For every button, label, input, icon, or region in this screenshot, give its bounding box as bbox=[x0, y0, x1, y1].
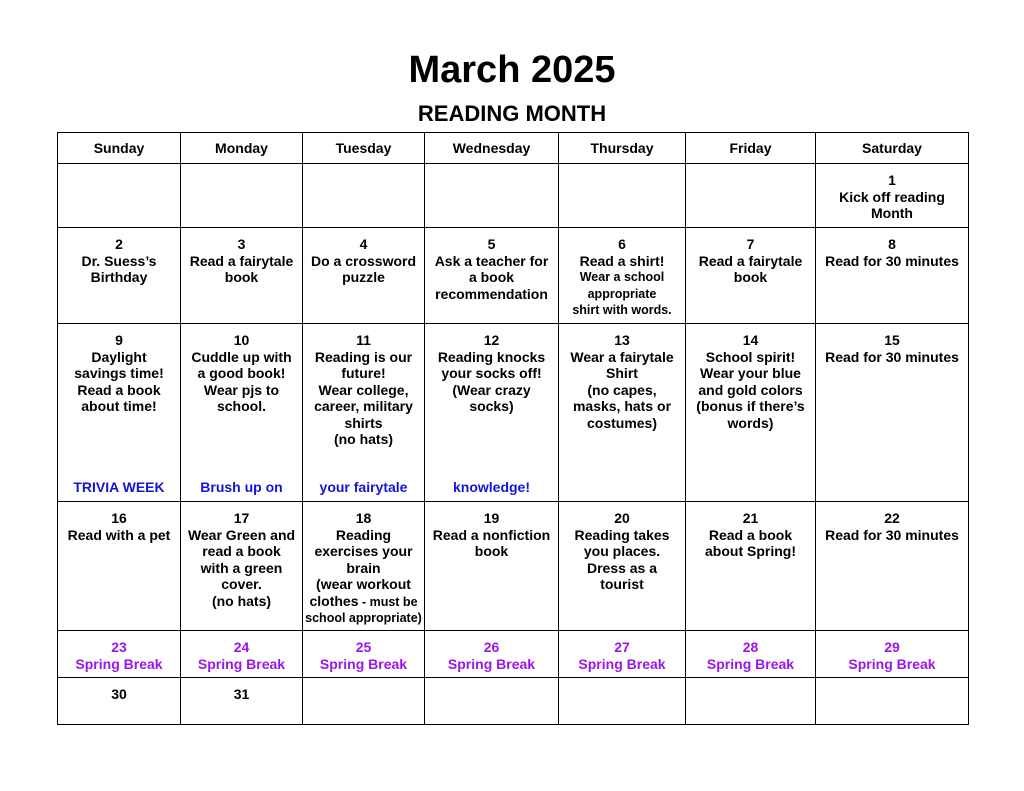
day-cell-27 bbox=[559, 631, 686, 678]
page-title: March 2025 bbox=[408, 49, 616, 91]
day-note-small: Wear a school bbox=[579, 270, 665, 284]
day-number: 20 bbox=[614, 510, 630, 526]
day-note: (bonus if there’s bbox=[696, 398, 805, 414]
day-cell-21 bbox=[686, 502, 816, 631]
day-cell-18 bbox=[303, 502, 425, 631]
day-note: brain bbox=[346, 559, 381, 576]
day-number: 4 bbox=[359, 236, 368, 252]
day-number: 14 bbox=[742, 332, 759, 348]
day-number: 9 bbox=[115, 332, 123, 348]
day-note: tourist bbox=[600, 576, 644, 592]
spring-break-label: Spring Break bbox=[706, 655, 795, 672]
day-cell-empty bbox=[686, 678, 816, 725]
day-note: career, military bbox=[314, 398, 413, 414]
day-note-text: clothes bbox=[309, 592, 359, 609]
day-cell-empty bbox=[559, 164, 686, 228]
day-number: 27 bbox=[614, 639, 630, 655]
day-cell-31 bbox=[181, 678, 303, 725]
day-note: book bbox=[224, 269, 259, 285]
day-cell-13 bbox=[559, 324, 686, 502]
day-note: Read a nonfiction bbox=[432, 526, 551, 543]
day-note: Read for 30 minutes bbox=[825, 252, 959, 269]
day-cell-empty bbox=[816, 678, 969, 725]
day-note: Ask a teacher for bbox=[434, 252, 549, 269]
day-note: a book bbox=[468, 269, 515, 285]
day-cell-23 bbox=[58, 631, 181, 678]
day-note: Read a shirt! bbox=[579, 252, 665, 269]
day-number: 8 bbox=[888, 236, 896, 252]
day-cell-empty bbox=[181, 164, 303, 228]
week-row-2 bbox=[58, 228, 969, 324]
day-note: Reading bbox=[335, 526, 392, 543]
day-cell-12 bbox=[425, 324, 559, 502]
day-number: 3 bbox=[237, 236, 246, 252]
day-number: 29 bbox=[884, 639, 900, 655]
day-note: Wear Green and bbox=[187, 526, 296, 543]
day-note: savings time! bbox=[74, 365, 164, 381]
day-cell-24 bbox=[181, 631, 303, 678]
day-note: you places. bbox=[583, 543, 661, 559]
day-cell-3 bbox=[181, 228, 303, 324]
trivia-week-banner: Brush up on bbox=[200, 478, 283, 495]
day-note: Read with a pet bbox=[67, 526, 171, 543]
day-note: school. bbox=[216, 398, 266, 414]
day-note-small: - must be bbox=[358, 594, 418, 609]
day-number: 17 bbox=[233, 510, 250, 526]
day-number: 1 bbox=[888, 172, 896, 188]
day-cell-30 bbox=[58, 678, 181, 725]
day-number: 6 bbox=[618, 236, 626, 252]
day-note: your socks off! bbox=[441, 365, 542, 381]
day-note: Kick off reading bbox=[839, 188, 945, 205]
day-cell-2 bbox=[58, 228, 181, 324]
day-note: puzzle bbox=[342, 269, 385, 285]
day-cell-19 bbox=[425, 502, 559, 631]
spring-break-label: Spring Break bbox=[848, 655, 936, 672]
spring-break-label: Spring Break bbox=[197, 655, 286, 672]
day-note: Read a book bbox=[77, 381, 161, 398]
day-note: Dress as a bbox=[586, 559, 658, 576]
weekday-saturday: Saturday bbox=[816, 133, 969, 164]
day-cell-6 bbox=[559, 228, 686, 324]
trivia-week-banner: TRIVIA WEEK bbox=[73, 478, 165, 495]
day-note: Dr. Suess’s bbox=[81, 252, 157, 269]
day-note bbox=[305, 593, 422, 611]
day-cell-empty bbox=[303, 164, 425, 228]
spring-break-label: Spring Break bbox=[447, 655, 536, 672]
day-cell-8 bbox=[816, 228, 969, 324]
day-cell-28 bbox=[686, 631, 816, 678]
day-note: School spirit! bbox=[705, 348, 796, 365]
day-cell-22 bbox=[816, 502, 969, 631]
day-note: Wear a fairytale bbox=[570, 348, 674, 365]
day-note: (no hats) bbox=[333, 431, 394, 447]
day-cell-11 bbox=[303, 324, 425, 502]
day-number: 7 bbox=[746, 236, 755, 252]
day-number: 25 bbox=[355, 639, 372, 655]
day-note: Read a fairytale bbox=[698, 252, 803, 269]
day-note: (no hats) bbox=[211, 592, 272, 609]
day-cell-15 bbox=[816, 324, 969, 502]
day-cell-26 bbox=[425, 631, 559, 678]
day-note: (no capes, bbox=[587, 381, 657, 398]
day-note: with a green bbox=[200, 559, 283, 576]
spring-break-label: Spring Break bbox=[319, 655, 408, 672]
day-note: future! bbox=[341, 365, 386, 381]
week-row-6 bbox=[58, 678, 969, 725]
day-note-small: appropriate bbox=[587, 286, 657, 301]
day-cell-empty bbox=[686, 164, 816, 228]
day-cell-empty bbox=[303, 678, 425, 725]
day-note: recommendation bbox=[435, 285, 548, 302]
day-note: Shirt bbox=[606, 365, 638, 381]
day-number: 16 bbox=[111, 510, 127, 526]
trivia-week-banner: knowledge! bbox=[452, 478, 530, 495]
day-note-small: shirt with words. bbox=[572, 303, 672, 317]
day-cell-17 bbox=[181, 502, 303, 631]
day-note: book bbox=[474, 543, 509, 559]
weekday-wednesday: Wednesday bbox=[425, 133, 559, 164]
day-cell-29 bbox=[816, 631, 969, 678]
weekday-thursday: Thursday bbox=[559, 133, 686, 164]
weekday-monday: Monday bbox=[181, 133, 303, 164]
day-note: Reading is our bbox=[314, 348, 413, 365]
day-cell-16 bbox=[58, 502, 181, 631]
day-note: and gold colors bbox=[698, 381, 803, 398]
day-number: 15 bbox=[884, 332, 900, 348]
day-cell-empty bbox=[58, 164, 181, 228]
day-note: Read for 30 minutes bbox=[825, 348, 959, 365]
day-cell-9 bbox=[58, 324, 181, 502]
weekday-friday: Friday bbox=[686, 133, 816, 164]
day-number: 28 bbox=[742, 639, 759, 655]
day-cell-empty bbox=[559, 678, 686, 725]
day-cell-10 bbox=[181, 324, 303, 502]
weekday-sunday: Sunday bbox=[58, 133, 181, 164]
day-note: masks, hats or bbox=[572, 398, 672, 414]
day-cell-4 bbox=[303, 228, 425, 324]
day-note: costumes) bbox=[586, 414, 658, 431]
day-number: 31 bbox=[233, 686, 250, 702]
day-note: about time! bbox=[81, 398, 157, 414]
spring-break-label: Spring Break bbox=[578, 655, 666, 672]
day-note: Wear your blue bbox=[700, 365, 801, 381]
day-note: cover. bbox=[221, 576, 262, 592]
day-note: socks) bbox=[469, 398, 514, 414]
day-number: 2 bbox=[115, 236, 123, 252]
day-cell-25 bbox=[303, 631, 425, 678]
week-row-4 bbox=[58, 502, 969, 631]
day-note: Daylight bbox=[91, 348, 147, 365]
day-number: 26 bbox=[483, 639, 500, 655]
day-note: about Spring! bbox=[705, 543, 796, 559]
day-number: 5 bbox=[487, 236, 496, 252]
day-note: a good book! bbox=[197, 365, 286, 381]
day-number: 23 bbox=[111, 639, 127, 655]
day-note: words) bbox=[727, 414, 774, 431]
day-note: Wear college, bbox=[318, 381, 409, 398]
day-number: 11 bbox=[356, 332, 371, 348]
day-note: Month bbox=[871, 205, 913, 221]
day-note: book bbox=[733, 269, 768, 285]
week-row-1 bbox=[58, 164, 969, 228]
week-row-5 bbox=[58, 631, 969, 678]
day-number: 30 bbox=[111, 686, 127, 702]
spring-break-label: Spring Break bbox=[75, 655, 163, 672]
day-cell-empty bbox=[425, 164, 559, 228]
day-number: 13 bbox=[614, 332, 630, 348]
day-note: shirts bbox=[344, 414, 383, 431]
day-note: Birthday bbox=[90, 269, 148, 285]
day-note: (wear workout bbox=[316, 576, 411, 592]
day-note: Read a book bbox=[708, 526, 793, 543]
day-note: Reading takes bbox=[574, 526, 670, 543]
weekday-header-row bbox=[58, 133, 969, 164]
day-note: (Wear crazy bbox=[452, 381, 531, 398]
day-cell-14 bbox=[686, 324, 816, 502]
day-cell-5 bbox=[425, 228, 559, 324]
day-note-small: school appropriate) bbox=[305, 611, 422, 625]
day-number: 19 bbox=[483, 510, 500, 526]
day-note: read a book bbox=[202, 543, 281, 559]
day-note: exercises your bbox=[314, 543, 413, 559]
day-number: 12 bbox=[483, 332, 500, 348]
day-note: Do a crossword bbox=[310, 252, 417, 269]
day-cell-20 bbox=[559, 502, 686, 631]
day-note: Wear pjs to bbox=[203, 381, 280, 398]
day-number: 22 bbox=[884, 510, 900, 526]
day-cell-1 bbox=[816, 164, 969, 228]
day-number: 21 bbox=[742, 510, 759, 526]
week-row-3 bbox=[58, 324, 969, 502]
weekday-tuesday: Tuesday bbox=[303, 133, 425, 164]
day-note: Reading knocks bbox=[437, 348, 546, 365]
day-cell-empty bbox=[425, 678, 559, 725]
day-number: 24 bbox=[233, 639, 250, 655]
day-number: 18 bbox=[355, 510, 372, 526]
day-cell-7 bbox=[686, 228, 816, 324]
trivia-week-banner: your fairytale bbox=[319, 478, 408, 495]
day-note: Read a fairytale bbox=[189, 252, 294, 269]
day-note: Read for 30 minutes bbox=[825, 526, 959, 543]
day-number: 10 bbox=[233, 332, 250, 348]
calendar-table bbox=[57, 132, 969, 725]
day-note: Cuddle up with bbox=[191, 348, 292, 365]
page-subtitle: READING MONTH bbox=[417, 101, 607, 126]
